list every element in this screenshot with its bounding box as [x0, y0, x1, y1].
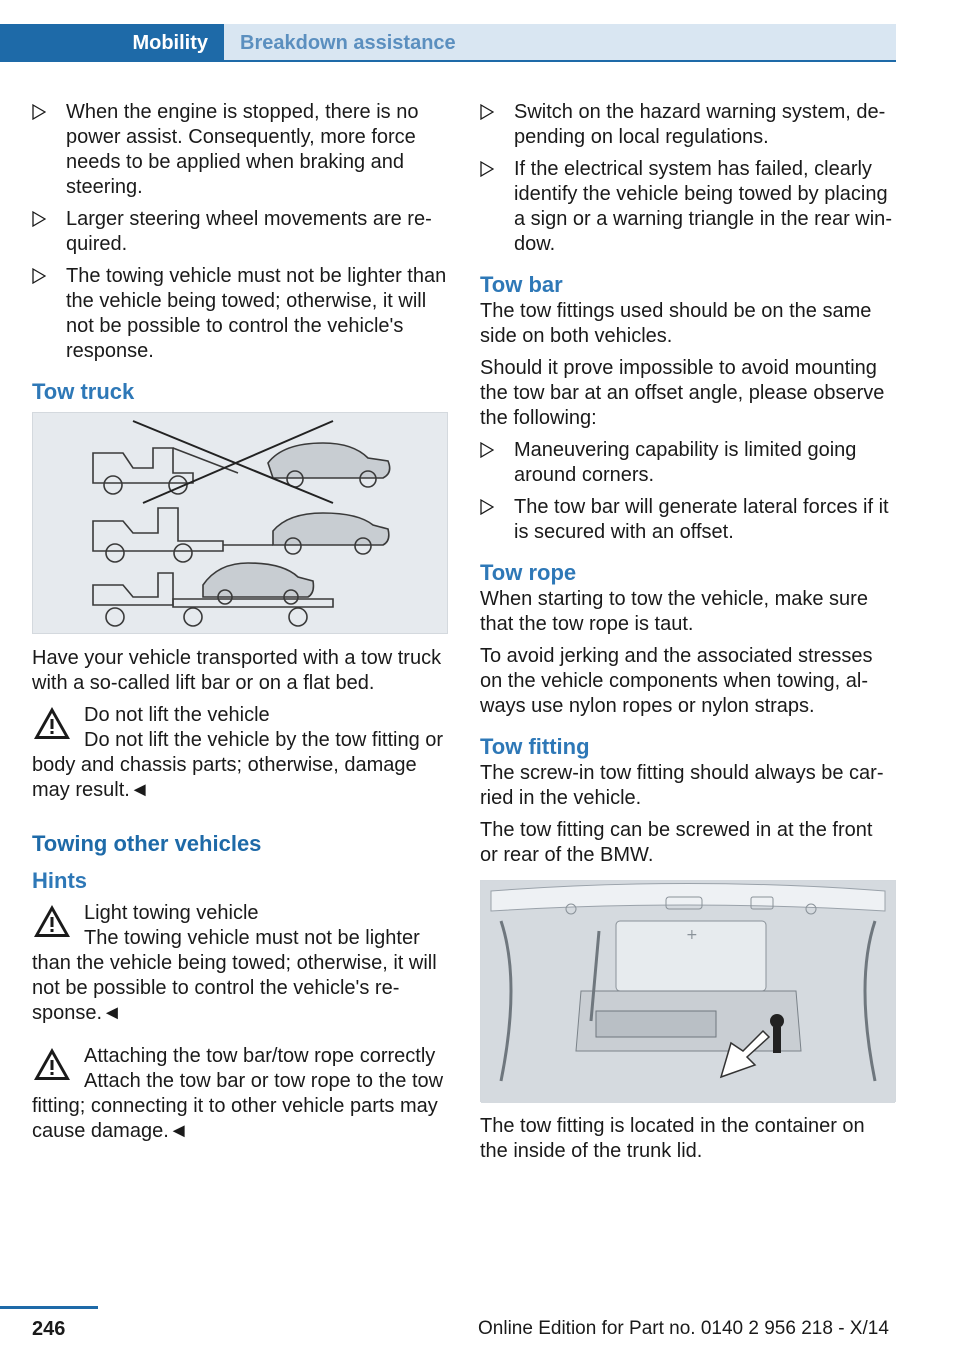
- page-number: 246: [32, 1318, 66, 1340]
- footer-divider: [0, 1306, 98, 1309]
- tow-rope-heading: Tow rope: [480, 560, 577, 585]
- trunk-lid-drawing: [481, 881, 895, 1103]
- tow-bar-heading: Tow bar: [480, 272, 563, 297]
- right-column: [480, 100, 894, 1171]
- hazard-list: [480, 100, 894, 257]
- warning-title: Attaching the tow bar/tow rope correctly: [84, 1045, 436, 1067]
- list-item: When the engine is stopped, there is no power assist. Consequently, more force needs to be applied when braking and steering.: [32, 100, 450, 200]
- triangle-bullet-icon: [480, 104, 494, 120]
- warning-title: Light towing vehicle: [84, 902, 259, 924]
- list-item: If the electrical system has failed, clearly identify the vehicle being towed by placing a sign or a warning triangle in the rear window.: [480, 157, 894, 257]
- tow-bar-text-1: The tow fittings used should be on the same side on both vehicles.: [480, 300, 872, 347]
- tow-fitting-text-3: The tow fitting is located in the container on the inside of the trunk lid.: [480, 1115, 865, 1162]
- warning-body: The towing vehicle must not be lighter than the vehicle being towed; otherwise, it will not be possible to control the vehicle's response.◄: [32, 927, 437, 1024]
- left-column: [32, 100, 450, 1156]
- list-item: The towing vehicle must not be lighter than the vehicle being towed; otherwise, it will not be possible to control the vehicle's response.: [32, 264, 450, 364]
- warning-triangle-icon: [32, 705, 72, 741]
- warning-title: Do not lift the vehicle: [84, 704, 270, 726]
- list-item: Maneuvering capability is limited going around corners.: [480, 438, 894, 488]
- svg-text:+: +: [686, 927, 698, 943]
- warning-light-towing-vehicle: [32, 901, 450, 1026]
- tow-truck-drawing: [33, 413, 449, 635]
- list-item: Larger steering wheel movements are required.: [32, 207, 450, 257]
- triangle-bullet-icon: [480, 499, 494, 515]
- warning-attach-tow-bar: [32, 1044, 450, 1144]
- engine-stopped-list: [32, 100, 450, 364]
- tow-bar-list: [480, 438, 894, 545]
- trunk-lid-illustration: [480, 880, 896, 1102]
- tow-fitting-text-2: The tow fitting can be screwed in at the front or rear of the BMW.: [480, 819, 873, 866]
- tow-rope-text-2: To avoid jerking and the associated stresses on the vehicle components when towing, always use nylon ropes or nylon straps.: [480, 645, 873, 717]
- tow-truck-text: Have your vehicle transported with a tow truck with a so-called lift bar or on a flat bed.: [32, 647, 442, 694]
- triangle-bullet-icon: [32, 268, 46, 284]
- tow-truck-heading: Tow truck: [32, 379, 135, 404]
- triangle-bullet-icon: [32, 104, 46, 120]
- warning-body: Attach the tow bar or tow rope to the tow fitting; connecting it to other vehicle parts may cause damage.◄: [32, 1070, 444, 1142]
- hints-heading: Hints: [32, 868, 87, 893]
- warning-body: Do not lift the vehicle by the tow fitting or body and chassis parts; otherwise, damage may result.◄: [32, 729, 444, 801]
- triangle-bullet-icon: [480, 442, 494, 458]
- warning-triangle-icon: [32, 1046, 72, 1082]
- towing-other-vehicles-heading: Towing other vehicles: [32, 831, 262, 856]
- edition-text: Online Edition for Part no. 0140 2 956 218 - X/14: [478, 1318, 889, 1339]
- warning-triangle-icon: [32, 903, 72, 939]
- header-divider: [0, 60, 896, 62]
- page-header: [0, 24, 896, 62]
- tow-truck-illustration: [32, 412, 448, 634]
- triangle-bullet-icon: [32, 211, 46, 227]
- list-item: The tow bar will generate lateral forces if it is secured with an offset.: [480, 495, 894, 545]
- tow-bar-text-2: Should it prove impossible to avoid mounting the tow bar at an offset angle, please observe the following:: [480, 357, 885, 429]
- tow-rope-text-1: When starting to tow the vehicle, make sure that the tow rope is taut.: [480, 588, 868, 635]
- subsection-tab: Breakdown assistance: [224, 24, 896, 62]
- section-tab: Mobility: [0, 24, 224, 62]
- tow-fitting-heading: Tow fitting: [480, 734, 590, 759]
- triangle-bullet-icon: [480, 161, 494, 177]
- warning-do-not-lift: [32, 703, 450, 803]
- tow-fitting-text-1: The screw-in tow fitting should always be carried in the vehicle.: [480, 762, 884, 809]
- list-item: Switch on the hazard warning system, depending on local regulations.: [480, 100, 894, 150]
